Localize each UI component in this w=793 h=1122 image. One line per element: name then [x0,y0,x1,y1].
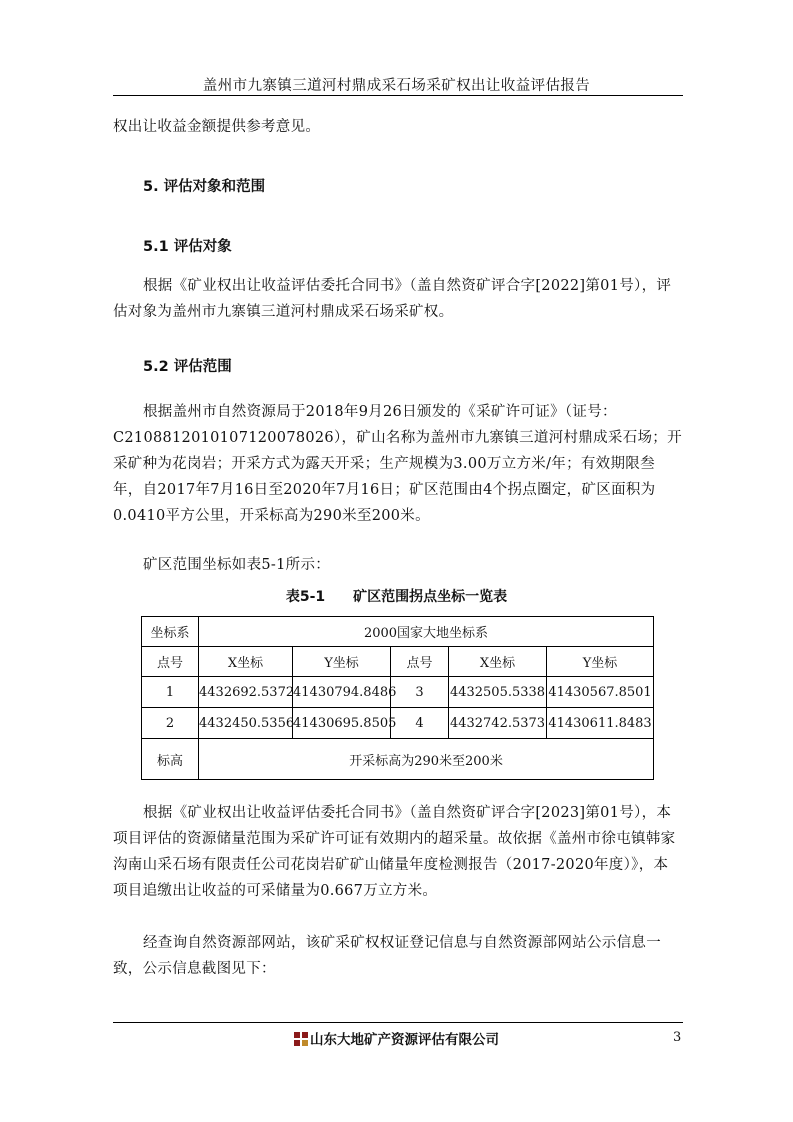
header-x: X坐标 [449,647,547,677]
table-cell: 41430611.8483 [547,708,654,739]
reserves-paragraph: 根据《矿业权出让收益评估委托合同书》（盖自然资矿评合字[2023]第01号），本项目评估的资源储量范围为采矿许可证有效期内的超采量。故依据《盖州市徐屯镇韩家沟南山采石场有限责任公司花岗岩矿矿山储量年度检测报告（2017-2020年度）》，本项目追缴出让收益的可采储量为0.667万立方米。 [113,805,676,899]
table-caption [0,586,793,606]
table-cell: 41430695.8505 [293,708,391,739]
table-caption-number: 表5-1 [285,589,326,605]
coordinates-table [141,616,654,780]
table-cell: 4432505.5338 [449,677,547,708]
table-cell: 2 [142,708,199,739]
footer-divider [113,1022,683,1023]
table-cell: 4432742.5373 [449,708,547,739]
section-5-1-paragraph: 根据《矿业权出让收益评估委托合同书》（盖自然资矿评合字[2022]第01号），评估对象为盖州市九寨镇三道河村鼎成采石场采矿权。 [113,278,672,320]
coordinate-system-value: 2000国家大地坐标系 [199,617,654,647]
table-cell: 41430567.8501 [547,677,654,708]
table-row [142,739,654,780]
website-paragraph: 经查询自然资源部网站，该矿采矿权权证登记信息与自然资源部网站公示信息一致，公示信息截图见下： [113,935,661,977]
header-point: 点号 [142,647,199,677]
company-name: 山东大地矿产资源评估有限公司 [310,1032,499,1048]
header-y: Y坐标 [547,647,654,677]
table-header-row [142,647,654,677]
intro-paragraph: 权出让收益金额提供参考意见。 [113,119,321,135]
table-row [142,708,654,739]
header-point: 点号 [391,647,449,677]
page-number: 3 [673,1030,682,1045]
section-5-1-heading: 5.1 评估对象 [143,239,232,255]
table-cell: 4432692.5372 [199,677,293,708]
table-caption-title: 矿区范围拐点坐标一览表 [353,589,508,605]
table-row [142,617,654,647]
table-row [142,677,654,708]
table-cell: 1 [142,677,199,708]
table-cell: 3 [391,677,449,708]
table-intro-paragraph: 矿区范围坐标如表5-1所示： [143,557,331,573]
table-cell: 41430794.8486 [293,677,391,708]
elevation-value: 开采标高为290米至200米 [199,739,654,780]
page-header-title: 盖州市九寨镇三道河村鼎成采石场采矿权出让收益评估报告 [202,78,591,94]
section-5-2-paragraph: 根据盖州市自然资源局于2018年9月26日颁发的《采矿许可证》（证号：C2108812010107120078026），矿山名称为盖州市九寨镇三道河村鼎成采石场；开采矿种为花岗岩；开采方式为露天开采；生产规模为3.00万立方米/年；有效期限叁年，自2017年7月16日至2020年7月16日；矿区范围由4个拐点圈定，矿区面积为0.0410平方公里，开采标高为290米至200米。 [113,404,682,524]
header-y: Y坐标 [293,647,391,677]
header-x: X坐标 [199,647,293,677]
coordinate-system-label: 坐标系 [142,617,199,647]
company-logo-icon [294,1032,308,1046]
table-cell: 4 [391,708,449,739]
elevation-label: 标高 [142,739,199,780]
section-5-2-heading: 5.2 评估范围 [143,359,232,375]
table-cell: 4432450.5356 [199,708,293,739]
section-5-heading: 5. 评估对象和范围 [143,179,266,195]
header-divider [113,95,683,96]
